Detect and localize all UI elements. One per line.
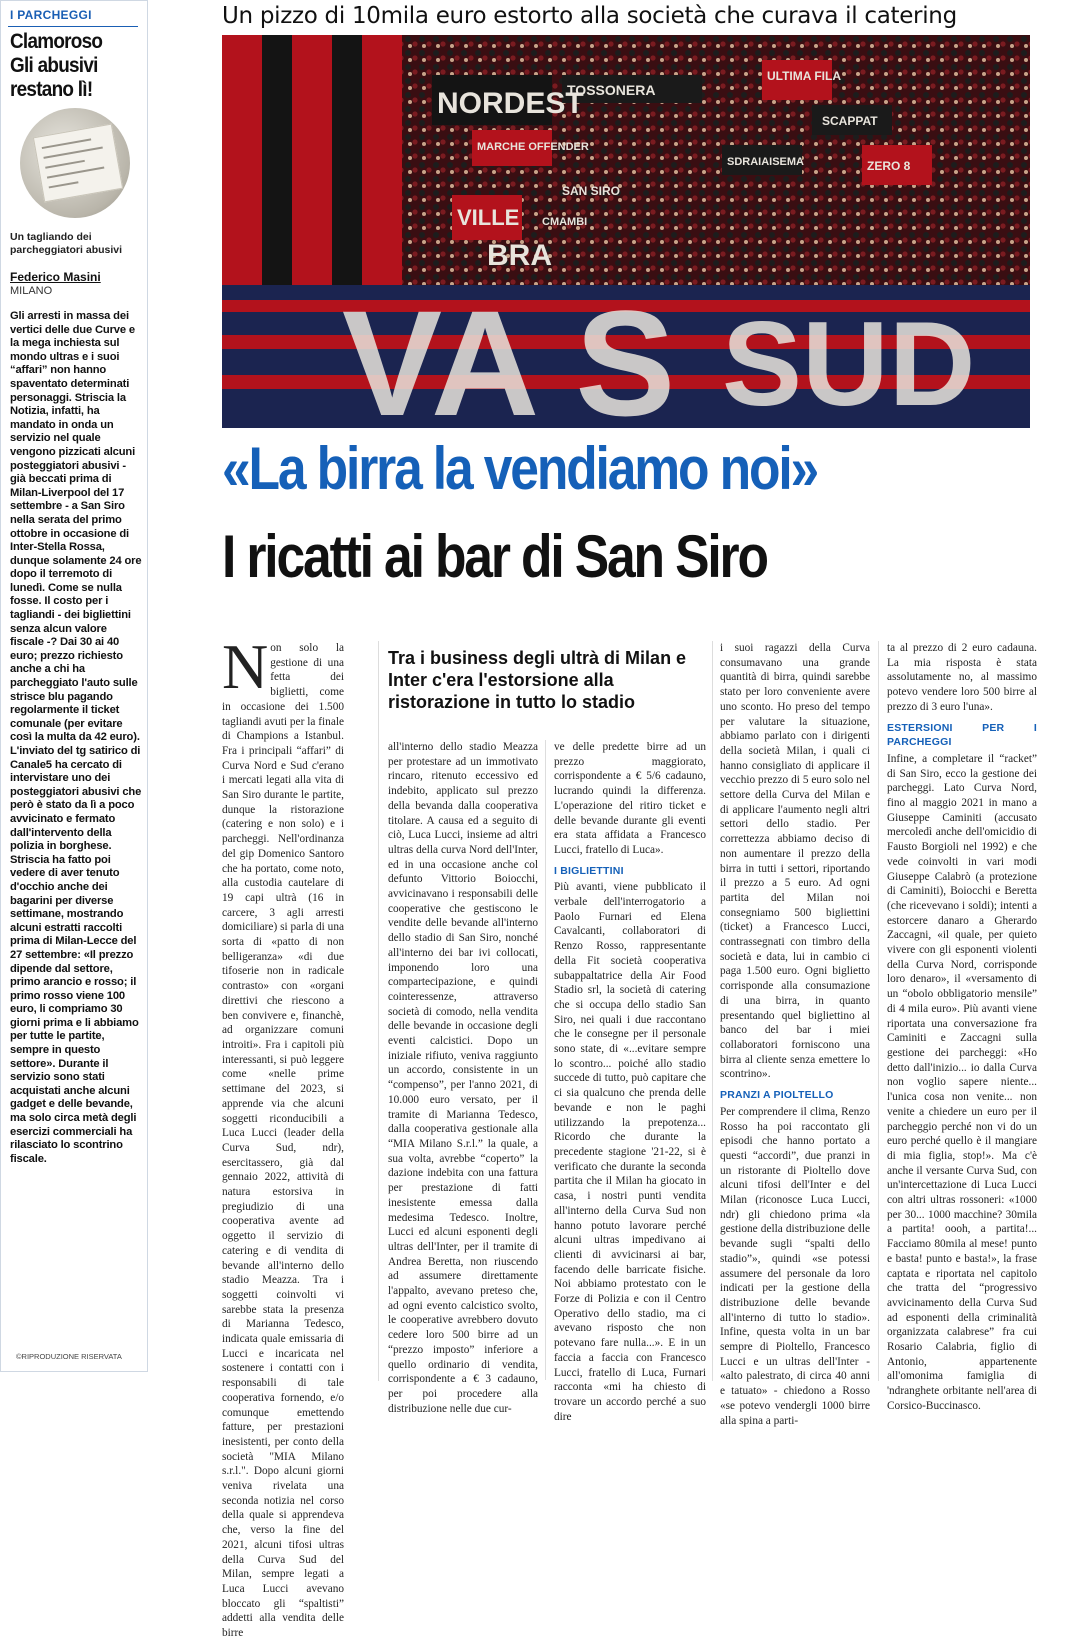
banner-text: SCAPPAT (822, 114, 878, 128)
column-text: ve delle predette birre ad un prezzo maggiorato, corrispondente a € 5/6 cadauno, lucrando quindi la differenza. L'operazione del ritiro ticket e delle bevande durante gli eventi era stata affidata a Francesco Lucci, fratello di Luca». (554, 741, 706, 856)
column-rule (712, 641, 713, 1381)
column-rule (878, 641, 879, 1381)
banner-text: MARCHE OFFENDER (477, 141, 589, 153)
article-column-5 (887, 641, 1037, 1414)
section-heading: ESTERSIONI PER I PARCHEGGI (887, 721, 1037, 749)
column-text: Per comprendere il clima, Renzo Rosso ha poi raccontato gli episodi che hanno portato a questi “accordi”, due pranzi in un ristorante di Pioltello dove alcuni tifosi dell'Inter e del Milan (riconosce Luca Lucci, ndr) gli chiedono prima «la gestione della distribuzione delle bevande sugli “spalti dello stadio”», quindi «se potessi assumere del personale da loro indicati per la gestione della distribuzione delle bevande all'interno di tutto lo stadio». Infine, questa volta in un bar sempre di Pioltello, Francesco Lucci e un ultras dell'Inter - «alto palestrato, di circa 40 anni e tatuato» - chiedono a Rosso «se potevo vendergli 1000 birre alla spina a parti- (720, 1105, 870, 1427)
banner-text: SDRAIAISEMA (727, 156, 805, 168)
article-subhead: Tra i business degli ultrà di Milan e Inter c'era l'estorsione alla ristorazione in tutto lo stadio (388, 648, 687, 712)
banner-text: NORDEST (437, 87, 584, 120)
section-heading: I BIGLIETTINI (554, 864, 624, 877)
drop-cap: N (222, 631, 269, 702)
section-heading: PRANZI A PIOLTELLO (720, 1089, 834, 1102)
sidebar-photo (20, 108, 130, 218)
column-text: all'interno dello stadio Meazza per protestare ad un immotivato rincaro, ritenuto eccessivo ed indebito, applicato sul prezzo della bevanda dalla cooperativa titolare. A causa ed a seguito di ciò, Luca Lucci, insieme ad altri ultras della curva Nord dell'Inter, ed in una occasione anche col defunto Vittorio Boiocchi, avvicinavano i responsabili delle cooperative che gestiscono le vendite delle bevande all'interno dello stadio di San Siro, nonché all'interno dei bar ivi collocati, imponendo loro una compartecipazione, e quindi cointeressenze, attraverso società di comodo, nella vendita delle bevande in occasione degli eventi calcistici. Dopo un iniziale rifiuto, veniva raggiunto un accordo, consistente in un “compenso”, per l'anno 2021, di 10.000 euro versato, per il tramite di Marianna Tedesco, dalla cooperativa gestionale alla “MIA Milano S.r.l.” la quale, a sua volta, avrebbe “coperto” la dazione indebita con una fattura per prestazione di fatti inesistente emessa dalla medesima Tedesco. Inoltre, Lucci ed alcuni esponenti degli ultras dell'Inter, per il tramite di Andrea Beretta, non riuscendo ad assumere direttamente l'appalto, avevano preteso che, ad ogni evento calcistico svolto, le cooperative avrebbero dovuto cedere loro 500 birre ad un “prezzo imposto” inferiore a quello ordinario di vendita, corrispondente a € 3 cadauno, per poi procedere alla distribuzione nelle due cur- (388, 741, 538, 1415)
main-headline: I ricatti ai bar di San Siro (222, 523, 767, 590)
svg-text:SUD: SUD (722, 297, 976, 428)
banner-text: TOSSONERA (567, 82, 656, 98)
banner-text: VILLE (457, 205, 520, 230)
banner-text: SAN SIRO (562, 184, 621, 198)
column-text: Più avanti, viene pubblicato il verbale dell'interrogatorio a Paolo Furnari ed Elena Cavalcanti, collaboratori di Renzo Rosso, rappresentante della Fit società cooperativa subappaltatrice della Air Food Stadio srl, la società di catering che si occupa dello stadio San Siro, nei quali i due raccontano che le consegne per il personale sono state, di «...evitare sempre lo scontro... poiché allo stadio succede di tutto, può capitare che ci sia qualcuno che prenda delle bevande e non le paghi utilizzando la prepotenza... Ricordo che durante la precedente stagione '21-22, si è verificato che durante la seconda partita che il Milan ha giocato in casa, i nostri punti vendita all'interno della Curva Sud non hanno potuto lavorare perché alcuni ultras impedivano ai clienti di avvicinarsi ai bar, facendo delle barricate fisiche. Noi abbiamo protestato con le Forze di Polizia e con il Centro Operativo dello stadio, ma ci avevano risposto che non potevano fare nulla...». E in un faccia a faccia con Francesco Lucci, fratello di Luca, Furnari racconta «mi ha chiesto di trovare un accordo perché a suo dire (554, 881, 706, 1423)
column-text: i suoi ragazzi della Curva consumavano una grande quantità di birra, quindi sarebbe stato per loro conveniente avere uno sconto. Ho preso del tempo per valutare la situazione, abbiamo parlato con i dirigenti della società Milan, i quali ci hanno consigliato di applicare il vecchio prezzo di 5 euro solo nel settore della Curva del Milan e di applicare l'aumento negli altri settori dello stadio. Per correttezza abbiamo deciso di non aumentare il prezzo della birra in tutti i settori, riportando il prezzo a 5 euro. Ad ogni partita del Milan noi consegniamo 500 bigliettini (ticket) a Francesco Lucci, contrassegnati con timbro della società e data, lui in cambio ci paga 1.500 euro. Ogni biglietto corrisponde alla consumazione di una birra, in quanto presentando quel bigliettino al banco del bar i miei collaboratori forniscono una birra al cliente senza emettere lo scontrino». (720, 642, 870, 1081)
sidebar-box (0, 0, 148, 1372)
banner-text: BRA (487, 239, 552, 272)
sidebar-author: Federico Masini (10, 270, 101, 284)
sidebar-body: Gli arresti in massa dei vertici delle due Curve e la mega inchiesta sul mondo ultras e i suoi “affari” non hanno spaventato determinati personaggi. Striscia la Notizia, infatti, ha mandato in onda un servizio nel quale vengono pizzicati alcuni posteggiatori abusivi - già beccati prima di Milan-Liverpool del 17 settembre - a San Siro nella serata del primo ottobre in occasione di Inter-Stella Rossa, dunque solamente 24 ore dopo il terremoto di lunedì. Come se nulla fosse. Il costo per i tagliandi - dei bigliettini senza alcun valore fiscale -? Dai 30 ai 40 euro; prezzo richiesto anche a chi ha parcheggiato l'auto sulle strisce blu pagando regolarmente il ticket comunale (per evitare così la multa da 42 euro). L'inviato del tg satirico di Canale5 ha cercato di intervistare uno dei posteggiatori abusivi che però è stato da lì a poco avvicinato e fermato dall'intervento della polizia in borghese. Striscia ha fatto poi vedere di aver tenuto d'occhio anche dei bagarini per diverse settimane, mostrando alcuni estratti raccolti prima di Milan-Lecce del 27 settembre: «Il prezzo dipende dal settore, primo arancio e rosso; il primo rosso viene 100 euro, li compriamo 30 giorni prima e li abbiamo per tutte le partite, sempre in questo settore». Durante il servizio sono stati acquistati anche alcuni gadget e delle bevande, ma solo circa metà degli esercizi commerciali ha rilasciato lo scontrino fiscale. (10, 310, 142, 1165)
sidebar-rule (8, 26, 138, 27)
article-column-2 (388, 740, 538, 1416)
banner-text: CMAMBI (542, 216, 588, 228)
article-column-4 (720, 641, 870, 1428)
sidebar-photo-caption: Un tagliando dei parcheggiatori abusivi (10, 231, 123, 256)
column-text: ta al prezzo di 2 euro cadauna. La mia risposta è stata assolutamente no, al massimo potevo vendere loro 500 birre al prezzo di 3 euro l'una». (887, 642, 1037, 713)
quote-headline: «La birra la vendiamo noi» (222, 435, 818, 502)
stadium-photo (222, 35, 1030, 428)
sidebar-title: Clamoroso Gli abusivi restano lì! (10, 30, 103, 101)
sidebar-kicker: I PARCHEGGI (10, 8, 92, 22)
column-text: Infine, a completare il “racket” di San Siro, ecco la gestione dei parcheggi. Lato Curva Nord, fino al maggio 2021 in mano a Giuseppe Caminiti (accusato mercoledì anche dell'omicidio di Fausto Borgioli nel 1992) e che vede coinvolti in vari modi Giuseppe Calabrò (a protezione di Caminiti), Boiocchi e Beretta (che ricevevano i soldi); intenti a estorcere danaro a Gherardo Zaccagni, «il quale, per quieto vivere con gli esponenti violenti della Curva Nord, corrisponde loro denaro», il «versamento di un “obolo obbligatorio mensile” di 4 mila euro». Più avanti viene riportata una conversazione fra Caminiti e Zaccagni sulla gestione dei parcheggi: «Ho detto dall'inizio... io dalla Curva non voglio sapere niente... l'unica cosa non venite... non venite a chiedere un euro per il parcheggio perché non vi do un euro perché quello è il mangiare di mia figlia, stop!». Ma c'è anche il versante Curva Sud, con un'intercettazione di Luca Lucci con altri ultras rossoneri: «1000 per 30... 1000 macchine? 30mila a partita! oooh, a partita!... Facciamo 80mila al mese! punto e basta! punto e basta!», la frase captata e riportata nel capitolo che tratta del “progressivo avvicinamento della Curva Sud ad esponenti della criminalità organizzata calabrese” fra cui Rosario Calabria, figlio di Antonio, appartenente all'omonima famiglia di 'ndranghete orbitante nell'area di Corsico-Buccinasco. (887, 752, 1037, 1412)
svg-text:VA S: VA S (342, 279, 676, 428)
banner-text: ULTIMA FILA (767, 69, 841, 83)
column-rule (378, 641, 379, 1381)
top-headline: Un pizzo di 10mila euro estorto alla società che curava il catering (222, 3, 957, 29)
article-column-1 (222, 631, 344, 1641)
ticket-image (33, 124, 123, 203)
article-column-3 (554, 740, 706, 1424)
sidebar-place: MILANO (10, 285, 53, 297)
sidebar-copyright: ©RIPRODUZIONE RISERVATA (16, 1352, 122, 1361)
banner-text: ZERO 8 (867, 159, 911, 173)
stadium-crowd-image (222, 35, 1030, 428)
column-rule (545, 740, 546, 1380)
column-text: on solo la gestione di una fetta dei biglietti, come in occasione dei 1.500 tagliandi avuti per la finale di Champions a Istanbul. Fra i principali “affari” di Curva Nord e Sud c'erano i mercati legati alla vita di San Siro durante le partite, dunque la ristorazione (catering e non solo) e i parcheggi. Nell'ordinanza del gip Domenico Santoro che ha portato, come noto, alla custodia cautelare di 19 capi ultrà (16 in carcere, 3 agli arresti domiciliare) si parla di una sorta di «patto di non belligeranza» «di due tifoserie non in radicale contrasto» con «organi direttivi che riescono a ben convivere e, financhè, ad organizzare comuni introiti». Fra i capitoli più interessanti, si può leggere come «nelle prime settimane del 2023, si apprende via che alcuni soggetti riconducibili a Luca Lucci (leader della Curva Sud, ndr), esercitassero, già dal gennaio 2022, attività di natura estorsiva in pregiudizio di una cooperativa avente ad oggetto il servizio di catering e di vendita di bevande all'interno dello stadio Meazza. Tra i soggetti coinvolti vi sarebbe stata la presenza di Marianna Tedesco, indicata quale emissaria di Lucci e incaricata nel sostenere i contatti con i responsabili di tale cooperativa fornendo, e/o comunque emettendo fatture, per prestazioni inesistenti, per conto della società "MIA Milano s.r.l.". Dopo alcuni giorni veniva rivelata una seconda notizia nel corso della quale si apprendeva che, verso la fine del 2021, alcuni tifosi ultras della Curva Sud del Milan, sempre legati a Luca Lucci avevano bloccato gli “spaltisti” addetti alla vendita delle birre (222, 642, 344, 1640)
